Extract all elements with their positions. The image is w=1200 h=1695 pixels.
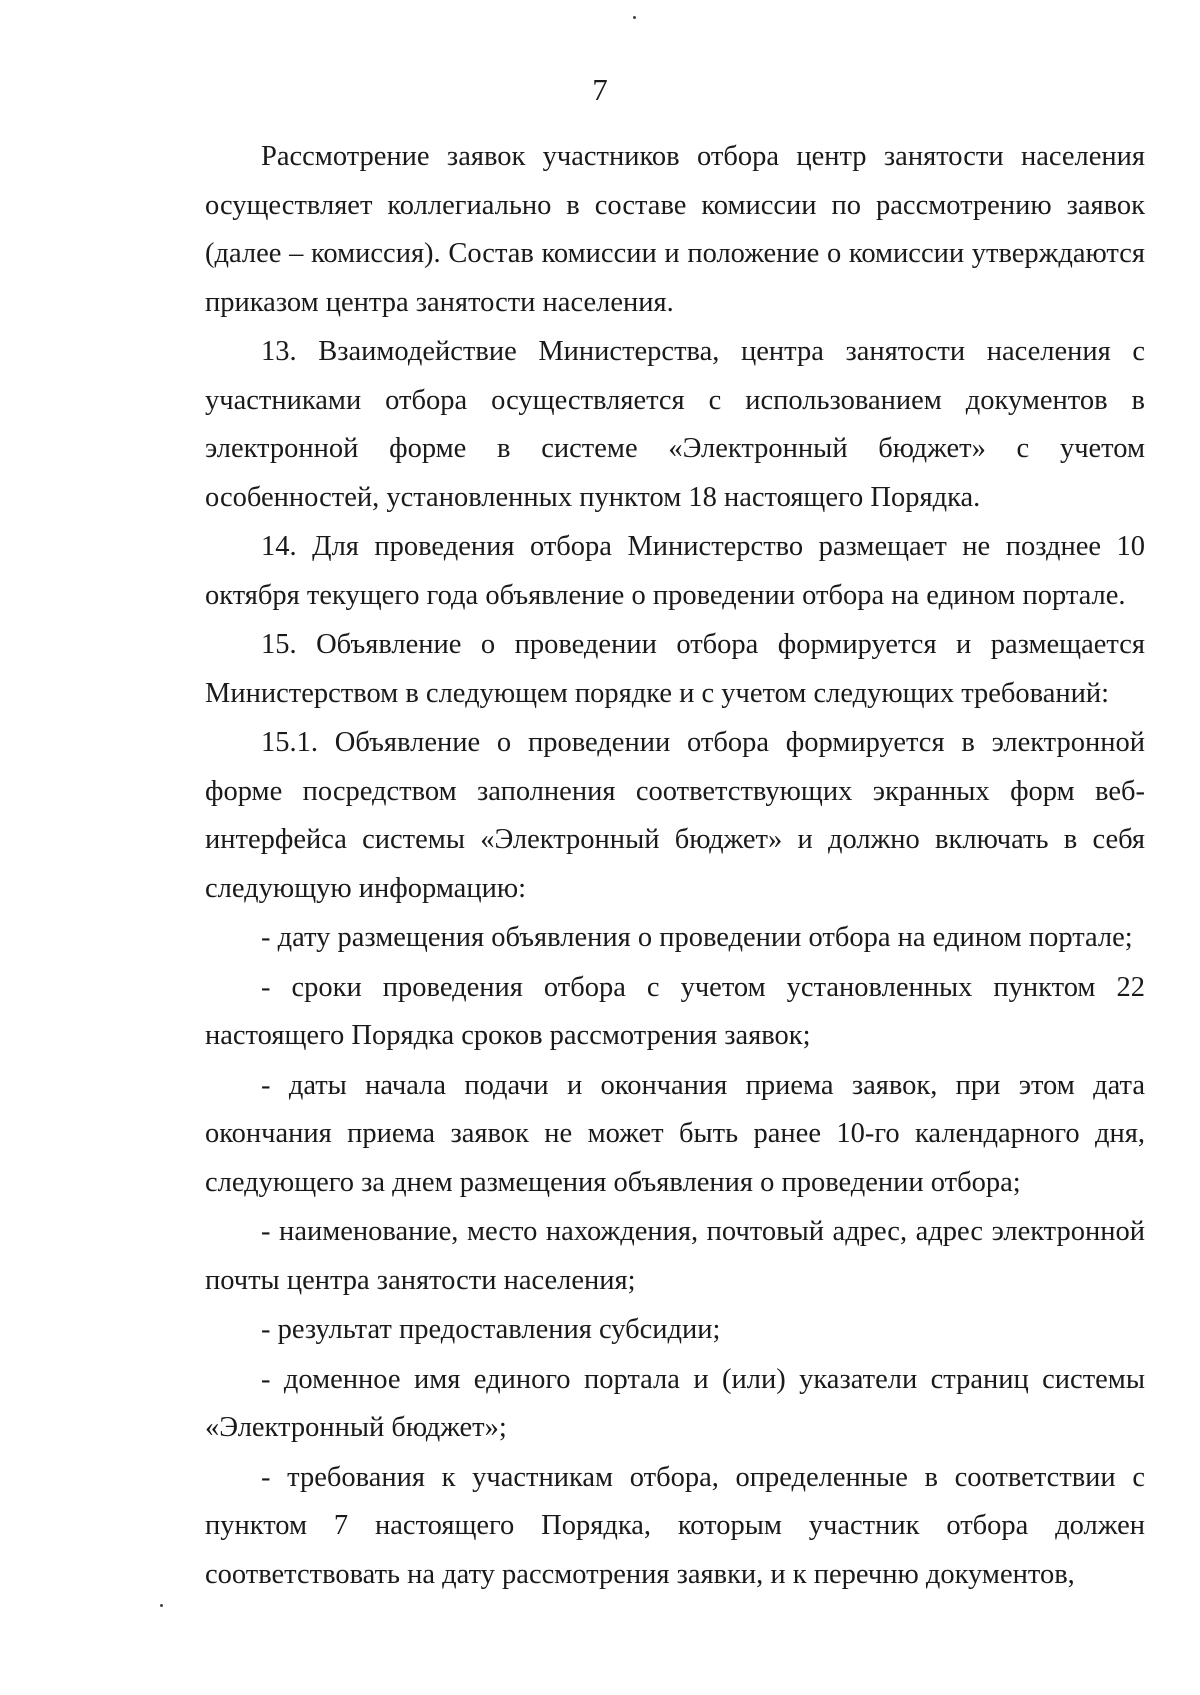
document-body	[205, 133, 1145, 1599]
list-item-posting-date: - дату размещения объявления о проведении отбора на едином портале;	[261, 922, 1133, 953]
scan-speck	[160, 1604, 163, 1607]
page-number: 7	[592, 72, 608, 107]
paragraph-15: 15. Объявление о проведении отбора формируется и размещается Министерством в следующем порядке и с учетом следующих требований:	[205, 629, 1145, 709]
paragraph-13: 13. Взаимодействие Министерства, центра занятости населения с участниками отбора осуществляется с использованием документов в электронной форме в системе «Электронный бюджет» с учетом особенностей, установленных пунктом 18 настоящего Порядка.	[205, 336, 1145, 513]
list-item-participant-requirements: - требования к участникам отбора, определенные в соответствии с пунктом 7 настоящего Порядка, которым участник отбора должен соответствовать на дату рассмотрения заявки, и к перечню документов,	[205, 1461, 1145, 1590]
paragraph-15-1: 15.1. Объявление о проведении отбора формируется в электронной форме посредством заполнения соответствующих экранных форм веб-интерфейса системы «Электронный бюджет» и должно включать в себя следующую информацию:	[205, 727, 1145, 904]
list-item-selection-terms: - сроки проведения отбора с учетом установленных пунктом 22 настоящего Порядка сроков рассмотрения заявок;	[205, 971, 1145, 1051]
list-item-center-contacts: - наименование, место нахождения, почтовый адрес, адрес электронной почты центра занятости населения;	[205, 1216, 1145, 1296]
list-item-subsidy-result: - результат предоставления субсидии;	[261, 1314, 721, 1345]
list-item-portal-domain: - доменное имя единого портала и (или) указатели страниц системы «Электронный бюджет»;	[205, 1363, 1145, 1443]
paragraph-14: 14. Для проведения отбора Министерство размещает не позднее 10 октября текущего года объявление о проведении отбора на едином портале.	[205, 531, 1145, 611]
scan-speck	[633, 16, 636, 19]
paragraph-commission: Рассмотрение заявок участников отбора центр занятости населения осуществляет коллегиально в составе комиссии по рассмотрению заявок (далее – комиссия). Состав комиссии и положение о комиссии утверждаются приказом центра занятости населения.	[205, 141, 1145, 318]
list-item-application-dates: - даты начала подачи и окончания приема заявок, при этом дата окончания приема заявок не может быть ранее 10-го календарного дня, следующего за днем размещения объявления о проведении отбора;	[205, 1069, 1145, 1198]
